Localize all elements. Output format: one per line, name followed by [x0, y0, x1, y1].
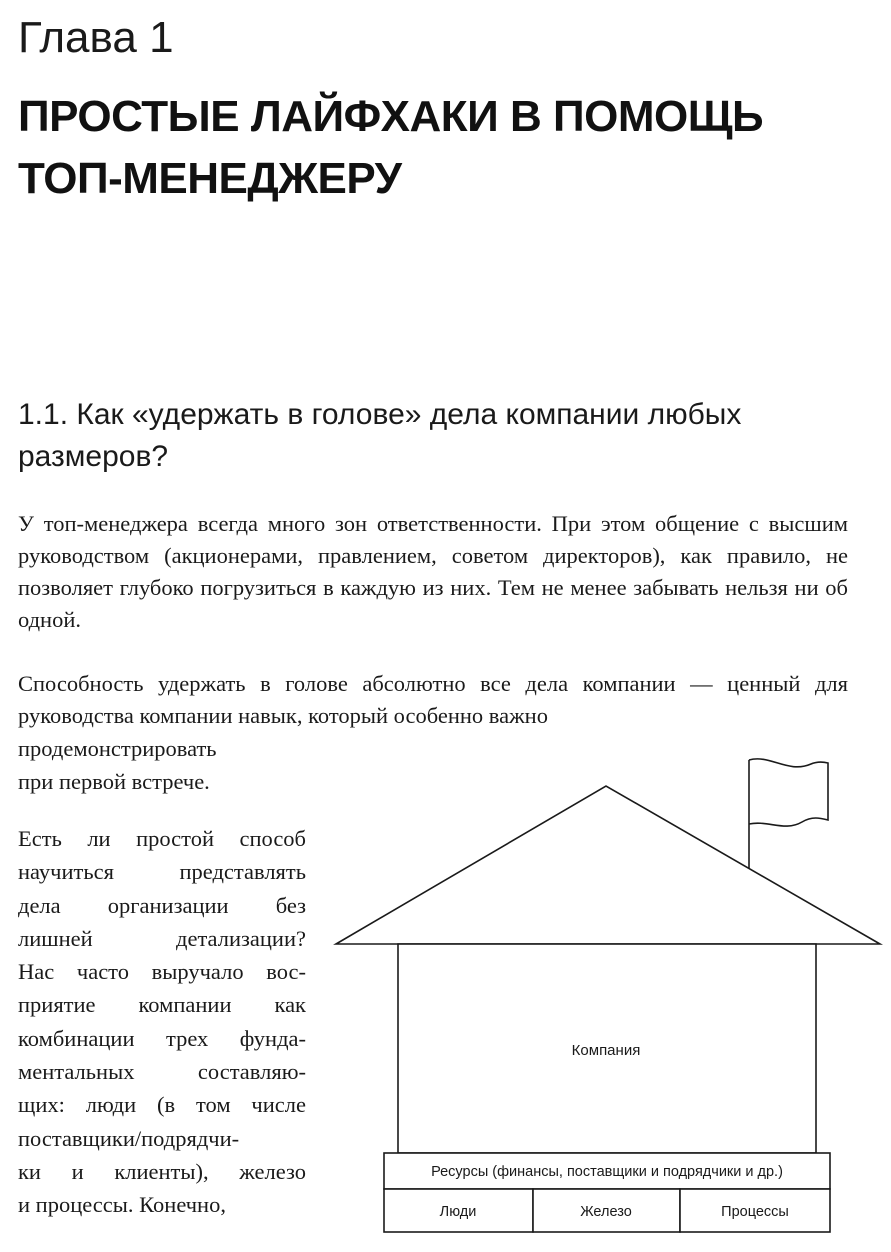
text-line: приятие компании как	[18, 992, 306, 1018]
text-line: ментальных составляю-	[18, 1059, 306, 1085]
flag-icon	[749, 759, 828, 826]
company-house-diagram	[330, 752, 885, 1247]
text-line: и процессы. Конечно,	[18, 1192, 226, 1218]
pillar-label-processes: Процессы	[721, 1204, 789, 1220]
text-line: Нас часто выручало вос-	[18, 959, 306, 985]
pillar-label-people: Люди	[439, 1204, 477, 1220]
text-line: при первой встрече.	[18, 769, 210, 795]
chapter-label: Глава 1	[18, 13, 174, 62]
text-line: щих: люди (в том числе	[18, 1092, 306, 1118]
roof	[336, 786, 880, 944]
text-line: научиться представлять	[18, 859, 306, 885]
paragraph-1: У топ-менеджера всегда много зон ответственности. При этом общение с высшим руководством (акционерами, правлением, советом директоров), как правило, не позволяет глубоко погрузиться в каждую из них. Тем не менее забывать нельзя ни об одной.	[18, 511, 848, 632]
pillar-label-hardware: Железо	[580, 1204, 632, 1220]
paragraph-2-top: Способность удержать в голове абсолютно все дела компании — ценный для руководства компании навык, который особенно важно	[18, 671, 848, 728]
chapter-title: ПРОСТЫЕ ЛАЙФХАКИ В ПОМОЩЬ ТОП-МЕНЕДЖЕРУ	[18, 92, 764, 203]
text-line: комбинации трех фунда-	[18, 1025, 306, 1051]
text-line: ки и клиенты), железо	[18, 1158, 306, 1184]
section-title: 1.1. Как «удержать в голове» дела компании любых размеров?	[18, 398, 742, 473]
paragraph-3	[18, 822, 306, 1222]
resources-label: Ресурсы (финансы, поставщики и подрядчики и др.)	[431, 1164, 783, 1180]
paragraph-2-bottom	[18, 732, 306, 799]
text-line: лишней детализации?	[18, 925, 306, 951]
company-label: Компания	[571, 1042, 641, 1059]
text-line: дела организации без	[18, 892, 306, 918]
text-line: продемонстрировать	[18, 736, 217, 761]
text-line: Есть ли простой способ	[18, 826, 306, 851]
text-line: поставщики/подрядчи-	[18, 1125, 240, 1151]
